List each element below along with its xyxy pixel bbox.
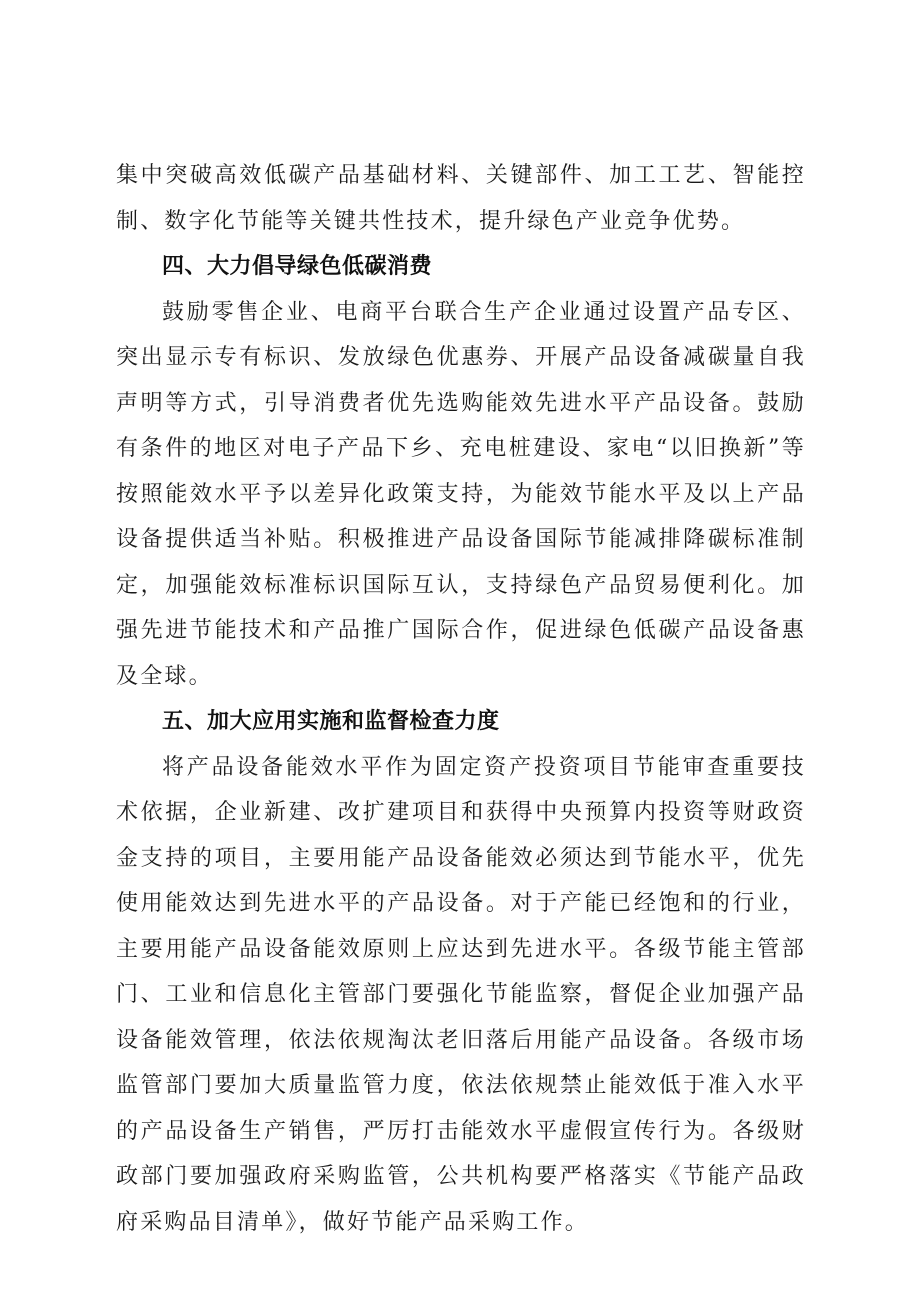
document-body — [116, 153, 806, 1245]
section-heading-5: 五、加大应用实施和监督检查力度 — [162, 709, 500, 734]
paragraph-section-4: 鼓励零售企业、电商平台联合生产企业通过设置产品专区、突出显示专有标识、发放绿色优惠券、开展产品设备减碳量自我声明等方式，引导消费者优先选购能效先进水平产品设备。鼓励有条件的地区对电子产品下乡、充电桩建设、家电“以旧换新”等按照能效水平予以差异化政策支持，为能效节能水平及以上产品设备提供适当补贴。积极推进产品设备国际节能减排降碳标准制定，加强能效标准标识国际互认，支持绿色产品贸易便利化。加强先进节能技术和产品推广国际合作，促进绿色低碳产品设备惠及全球。 — [116, 299, 806, 689]
paragraph-continuation: 集中突破高效低碳产品基础材料、关键部件、加工工艺、智能控制、数字化节能等关键共性技术，提升绿色产业竞争优势。 — [116, 163, 806, 234]
section-heading-4: 四、大力倡导绿色低碳消费 — [162, 254, 433, 279]
paragraph-section-5: 将产品设备能效水平作为固定资产投资项目节能审查重要技术依据，企业新建、改扩建项目和获得中央预算内投资等财政资金支持的项目，主要用能产品设备能效必须达到节能水平，优先使用能效达到先进水平的产品设备。对于产能已经饱和的行业，主要用能产品设备能效原则上应达到先进水平。各级节能主管部门、工业和信息化主管部门要强化节能监察，督促企业加强产品设备能效管理，依法依规淘汰老旧落后用能产品设备。各级市场监管部门要加大质量监管力度，依法依规禁止能效低于准入水平的产品设备生产销售，严厉打击能效水平虚假宣传行为。各级财政部门要加强政府采购监管，公共机构要严格落实《节能产品政府采购品目清单》，做好节能产品采购工作。 — [116, 754, 806, 1235]
